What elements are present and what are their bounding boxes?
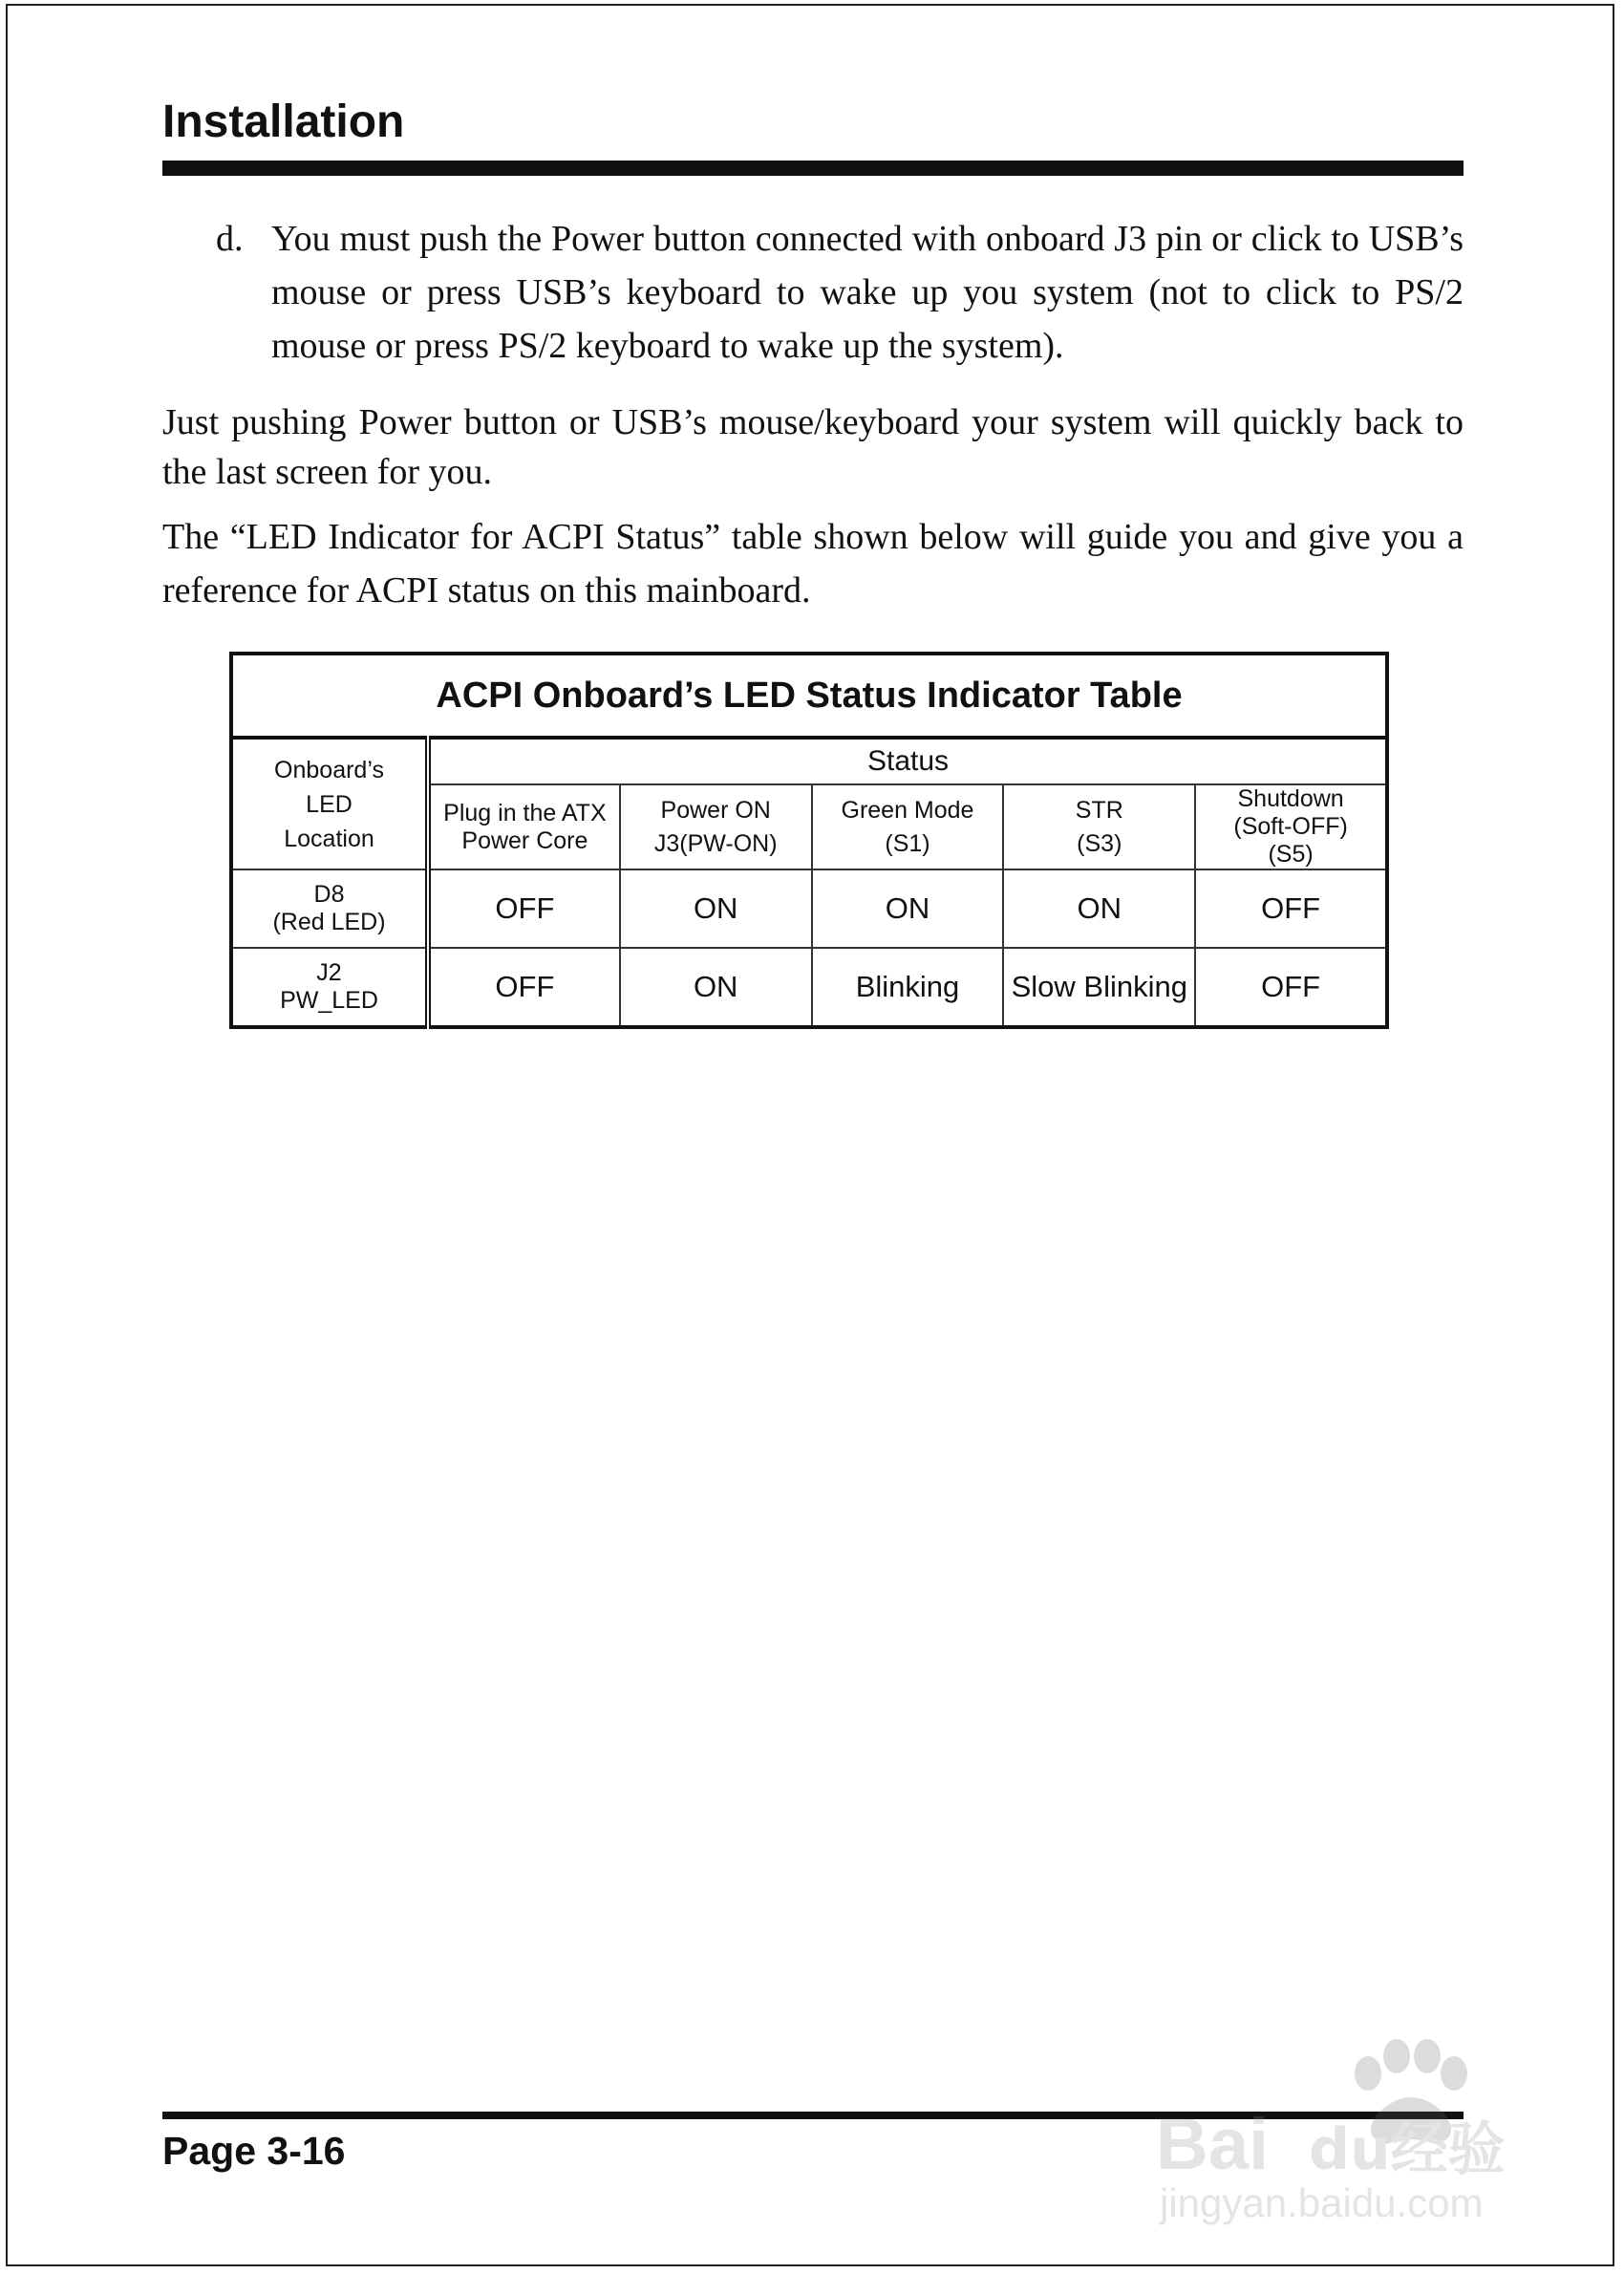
location-header-line: Onboard’s	[274, 756, 384, 783]
baidu-jingyan-watermark	[1146, 2026, 1548, 2236]
row-header-line: (Red LED)	[272, 909, 386, 935]
table-cell: OFF	[1195, 948, 1387, 1027]
location-header-cell	[231, 738, 428, 869]
table-cell: Blinking	[812, 948, 1004, 1027]
column-header-power-on	[620, 784, 812, 869]
column-header-line: Shutdown	[1237, 785, 1344, 812]
table-row	[231, 869, 1387, 948]
page-number: Page 3-16	[162, 2129, 346, 2173]
status-header: Status	[428, 738, 1387, 784]
column-header-line: J3(PW-ON)	[653, 829, 778, 857]
table-cell: OFF	[428, 869, 620, 948]
watermark-url: jingyan.baidu.com	[1160, 2180, 1484, 2225]
table-cell: ON	[620, 948, 812, 1027]
column-header-line: Green Mode	[841, 796, 974, 824]
table-cell: ON	[812, 869, 1004, 948]
list-item-d	[216, 212, 1464, 373]
column-header-green-mode	[812, 784, 1004, 869]
table-cell: ON	[620, 869, 812, 948]
row-header-line: J2	[316, 959, 342, 986]
column-header-atx	[428, 784, 620, 869]
column-header-line: (S3)	[1077, 829, 1122, 857]
paragraph-power-button: Just pushing Power button or USB’s mouse/keyboard your system will quickly back to the last screen for you.	[162, 402, 1464, 492]
row-header-line: D8	[313, 881, 345, 908]
column-header-str	[1003, 784, 1195, 869]
header-rule	[162, 161, 1464, 176]
row-header-d8	[231, 869, 428, 948]
table-cell: ON	[1003, 869, 1195, 948]
row-header-line: PW_LED	[280, 987, 378, 1014]
page-header-title: Installation	[162, 97, 405, 147]
watermark-brand: Bai	[1156, 2104, 1270, 2185]
watermark-brand-cn: du经验	[1309, 2116, 1506, 2183]
table-cell: OFF	[1195, 869, 1387, 948]
paragraph-led-indicator: The “LED Indicator for ACPI Status” table shown below will guide you and give you a reference for ACPI status on this mainboard.	[162, 517, 1464, 611]
column-header-line: Plug in the ATX	[443, 799, 607, 826]
table-title: ACPI Onboard’s LED Status Indicator Table	[231, 654, 1387, 738]
table-cell: OFF	[428, 948, 620, 1027]
column-header-line: Power Core	[461, 826, 588, 854]
column-header-line: (S5)	[1268, 841, 1314, 868]
column-header-line: (S1)	[885, 829, 930, 857]
location-header-line: Location	[284, 825, 374, 852]
acpi-led-status-table	[229, 652, 1389, 1029]
list-item-text: You must push the Power button connected with onboard J3 pin or click to USB’s mouse or press USB’s keyboard to wake up you system (not to click to PS/2 mouse or press PS/2 keyboard to wake up the system).	[271, 219, 1464, 366]
location-header-line: LED	[306, 790, 353, 818]
list-marker: d.	[216, 219, 244, 259]
table-row	[231, 948, 1387, 1027]
column-header-shutdown	[1195, 784, 1387, 869]
column-header-line: (Soft-OFF)	[1233, 813, 1348, 840]
row-header-j2	[231, 948, 428, 1027]
column-header-line: STR	[1075, 796, 1123, 824]
table-cell: Slow Blinking	[1003, 948, 1195, 1027]
column-header-line: Power ON	[660, 796, 771, 824]
